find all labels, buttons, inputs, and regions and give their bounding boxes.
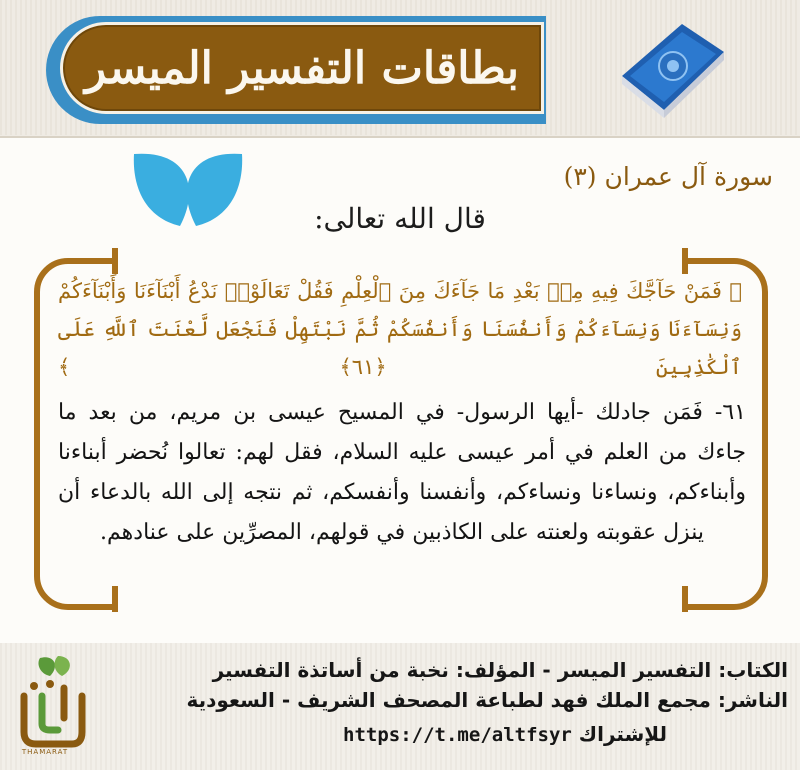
frame-tick	[112, 248, 118, 274]
quran-book-icon	[612, 14, 730, 124]
leaf-icon	[128, 148, 248, 230]
frame-gap-bottom	[118, 590, 682, 610]
publisher-info: الناشر: مجمع الملك فهد لطباعة المصحف الشريف - السعودية	[186, 688, 788, 712]
tafsir-line: جاءك من العلم في أمر عيسى عليه السلام، فقل لهم: تعالوا نُحضر أبناءنا	[58, 440, 746, 465]
subscribe-line	[200, 722, 800, 746]
tafsir-line: ينزل عقوبته ولعنته على الكاذبين في قولهم، المصرِّين على عنادهم.	[100, 520, 704, 545]
verse-line: وَنِسَآءَنَا وَنِسَآءَكُمْ وَأَنفُسَنَا وَأَنفُسَكُمْ ثُمَّ نَبْتَهِلْ فَنَجْعَل لَّعْنَتَ ٱللَّهِ عَلَى ٱلْكَٰذِبِينَ ﴿٦١﴾ ﴾	[58, 317, 742, 379]
frame-tick	[682, 248, 688, 274]
frame-gap-top	[118, 250, 682, 270]
page-title: بطاقات التفسير الميسر	[84, 42, 520, 94]
verse-line: ﴿ فَمَنْ حَآجَّكَ فِيهِ مِنۢ بَعْدِ مَا جَآءَكَ مِنَ ٱلْعِلْمِ فَقُلْ تَعَالَوْا۟ نَدْعُ أَبْنَآءَنَا وَأَبْنَآءَكُمْ	[58, 279, 742, 303]
book-info: الكتاب: التفسير الميسر - المؤلف: نخبة من أساتذة التفسير	[212, 658, 788, 682]
sura-title: سورة آل عمران (٣)	[563, 162, 773, 191]
logo-caption: THAMARAT	[21, 748, 69, 756]
subscribe-link[interactable]: https://t.me/altfsyr	[343, 724, 572, 746]
quran-verse	[58, 272, 742, 382]
tafsir-text	[58, 393, 746, 593]
subscribe-label: للإشتراك	[578, 722, 667, 746]
verse-intro: قال الله تعالى:	[314, 202, 486, 235]
tafsir-line: ٦١- فَمَن جادلك -أيها الرسول- في المسيح عيسى بن مريم، من بعد ما	[58, 400, 746, 425]
tafsir-line: وأبناءكم، ونساءنا ونساءكم، وأنفسنا وأنفسكم، ثم نتجه إلى الله بالدعاء أن	[58, 480, 746, 505]
title-banner	[60, 22, 544, 114]
